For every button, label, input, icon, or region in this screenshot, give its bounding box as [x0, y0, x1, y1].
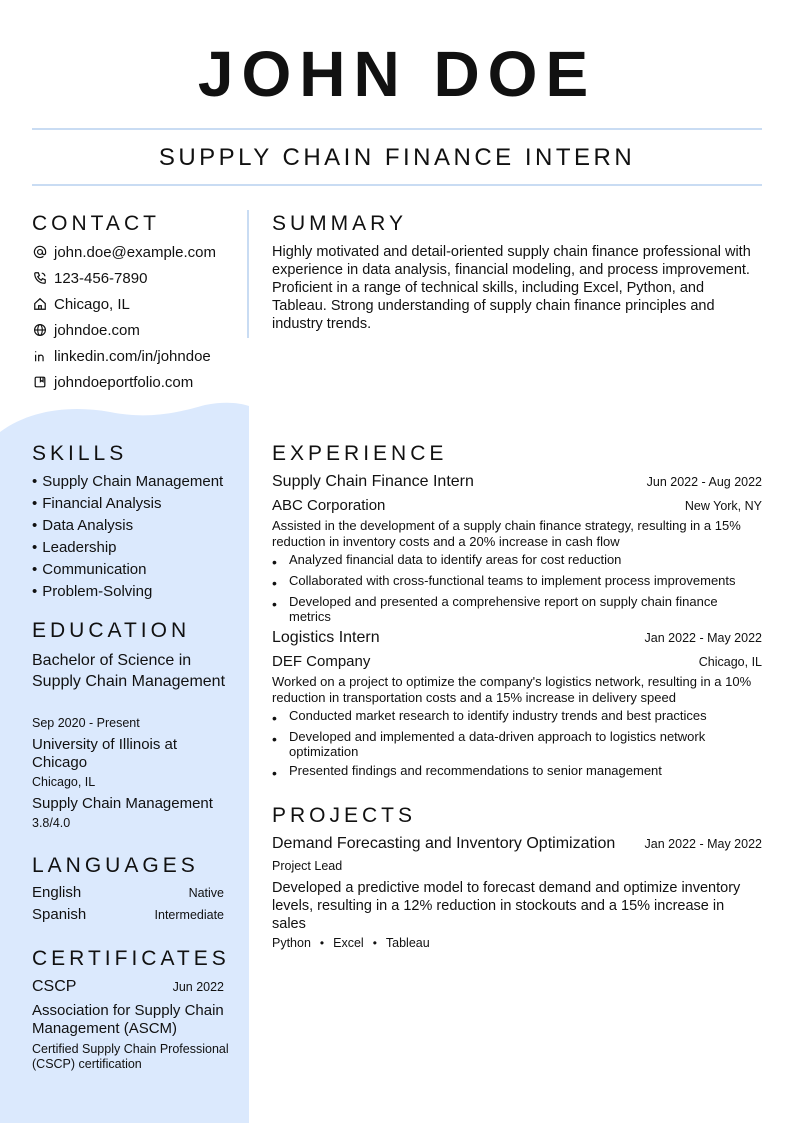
certificate-row [32, 978, 224, 996]
job-title: Logistics Intern [272, 629, 380, 646]
job-header [272, 473, 762, 491]
job-bullet-text: Conducted market research to identify industry trends and best practices [289, 708, 707, 723]
phone-icon [32, 270, 48, 286]
globe-icon [32, 322, 48, 338]
contact-website[interactable] [32, 319, 140, 341]
column-divider [247, 210, 249, 338]
experience-heading: EXPERIENCE [272, 442, 448, 465]
contact-phone-text: 123-456-7890 [54, 269, 148, 287]
project-tool: Tableau [385, 936, 430, 950]
language-level: Native [188, 886, 224, 900]
contact-linkedin-text: linkedin.com/in/johndoe [54, 347, 211, 365]
skill-item: • Communication [32, 559, 146, 581]
job-company-row [272, 653, 762, 670]
home-icon [32, 296, 48, 312]
project-tool: Python [272, 936, 311, 950]
contact-email-text: john.doe@example.com [54, 243, 216, 261]
portfolio-icon [32, 374, 48, 390]
contact-portfolio[interactable] [32, 371, 193, 393]
linkedin-icon [32, 348, 48, 364]
job-bullet-text: Collaborated with cross-functional teams to implement process improvements [289, 573, 736, 588]
certificate-date: Jun 2022 [172, 980, 224, 994]
language-name: English [32, 884, 82, 901]
contact-heading: CONTACT [32, 212, 160, 235]
education-dates: Sep 2020 - Present [32, 716, 140, 730]
certificates-heading: CERTIFICATES [32, 947, 230, 970]
job-company-row [272, 497, 762, 514]
skill-item: • Leadership [32, 537, 117, 559]
job-description: Worked on a project to optimize the company's logistics network, resulting in a 10% reduction in transportation costs and a 15% increase in delivery speed [272, 674, 752, 705]
certificate-name: CSCP [32, 978, 77, 995]
candidate-name: JOHN DOE [197, 38, 597, 110]
job-bullet-text: Analyzed financial data to identify areas for cost reduction [289, 552, 622, 567]
project-header [272, 835, 762, 853]
summary-text: Highly motivated and detail-oriented supply chain finance professional with experience in data analysis, financial modeling, and process improvement. Proficient in a range of technical skills, including Excel, Python, and Tableau. Strong understanding of supply chain finance principles and industry trends. [272, 244, 751, 332]
job-dates: Jan 2022 - May 2022 [644, 631, 762, 645]
job-bullet: • Collaborated with cross-functional teams to implement process improvements [272, 573, 736, 591]
contact-email[interactable] [32, 241, 216, 263]
languages-heading: LANGUAGES [32, 854, 199, 877]
certificate-description: Certified Supply Chain Professional (CSCP) certification [32, 1042, 229, 1071]
language-name: Spanish [32, 906, 87, 923]
education-heading: EDUCATION [32, 619, 191, 642]
project-tool: Excel [333, 936, 364, 950]
separator-dot: • [372, 936, 377, 950]
education-location: Chicago, IL [32, 775, 96, 789]
education-degree: Bachelor of Science in Supply Chain Management [32, 652, 226, 690]
project-description: Developed a predictive model to forecast demand and optimize inventory levels, resulting in a 12% reduction in stockouts and a 15% increase in sales [272, 880, 741, 932]
header-divider-top [32, 128, 762, 130]
contact-website-text: johndoe.com [54, 321, 140, 339]
project-tools [272, 936, 430, 951]
summary-heading: SUMMARY [272, 212, 407, 235]
skill-item: • Financial Analysis [32, 493, 162, 515]
language-row [32, 906, 224, 923]
job-location: Chicago, IL [698, 655, 762, 669]
education-gpa: 3.8/4.0 [32, 816, 71, 830]
separator-dot: • [319, 936, 325, 950]
contact-portfolio-text: johndoeportfolio.com [54, 373, 194, 391]
job-bullet: • Presented findings and recommendations to senior management [272, 763, 662, 781]
at-icon [32, 244, 48, 260]
job-bullet: • Conducted market research to identify industry trends and best practices [272, 708, 707, 726]
project-dates: Jan 2022 - May 2022 [644, 837, 762, 851]
certificate-issuer: Association for Supply Chain Management (ASCM) [32, 1002, 224, 1037]
job-bullet: • Analyzed financial data to identify areas for cost reduction [272, 552, 622, 570]
skill-item: • Supply Chain Management [32, 471, 223, 493]
skill-item: • Data Analysis [32, 515, 133, 537]
job-header [272, 629, 762, 647]
job-bullet-text: Developed and implemented a data-driven approach to logistics network optimization [289, 729, 706, 759]
header-divider-bottom [32, 184, 762, 186]
contact-linkedin[interactable] [32, 345, 211, 367]
education-major: Supply Chain Management [32, 795, 213, 812]
job-bullet-text: Presented findings and recommendations to senior management [289, 763, 662, 778]
job-title: SUPPLY CHAIN FINANCE INTERN [158, 144, 636, 171]
education-school: University of Illinois at Chicago [32, 736, 178, 771]
job-description: Assisted in the development of a supply chain finance strategy, resulting in a 15% reduction in inventory costs and a 20% increase in cash flow [272, 518, 741, 549]
job-location: New York, NY [684, 499, 762, 513]
project-title: Demand Forecasting and Inventory Optimization [272, 835, 616, 852]
project-role: Project Lead [272, 859, 343, 873]
job-company: ABC Corporation [272, 497, 386, 514]
job-bullet: • Developed and implemented a data-driven approach to logistics network optimization [272, 729, 722, 759]
language-row [32, 884, 224, 901]
contact-phone[interactable] [32, 267, 147, 289]
projects-heading: PROJECTS [272, 804, 417, 827]
contact-location-text: Chicago, IL [54, 295, 130, 313]
skills-heading: SKILLS [32, 442, 128, 465]
job-bullet-text: Developed and presented a comprehensive report on supply chain finance metrics [289, 594, 718, 624]
job-dates: Jun 2022 - Aug 2022 [646, 475, 762, 489]
job-title: Supply Chain Finance Intern [272, 473, 474, 490]
job-company: DEF Company [272, 653, 371, 670]
job-bullet: • Developed and presented a comprehensive report on supply chain finance metrics [272, 594, 762, 624]
language-level: Intermediate [154, 908, 224, 922]
contact-location [32, 293, 130, 315]
skill-item: • Problem-Solving [32, 581, 152, 603]
